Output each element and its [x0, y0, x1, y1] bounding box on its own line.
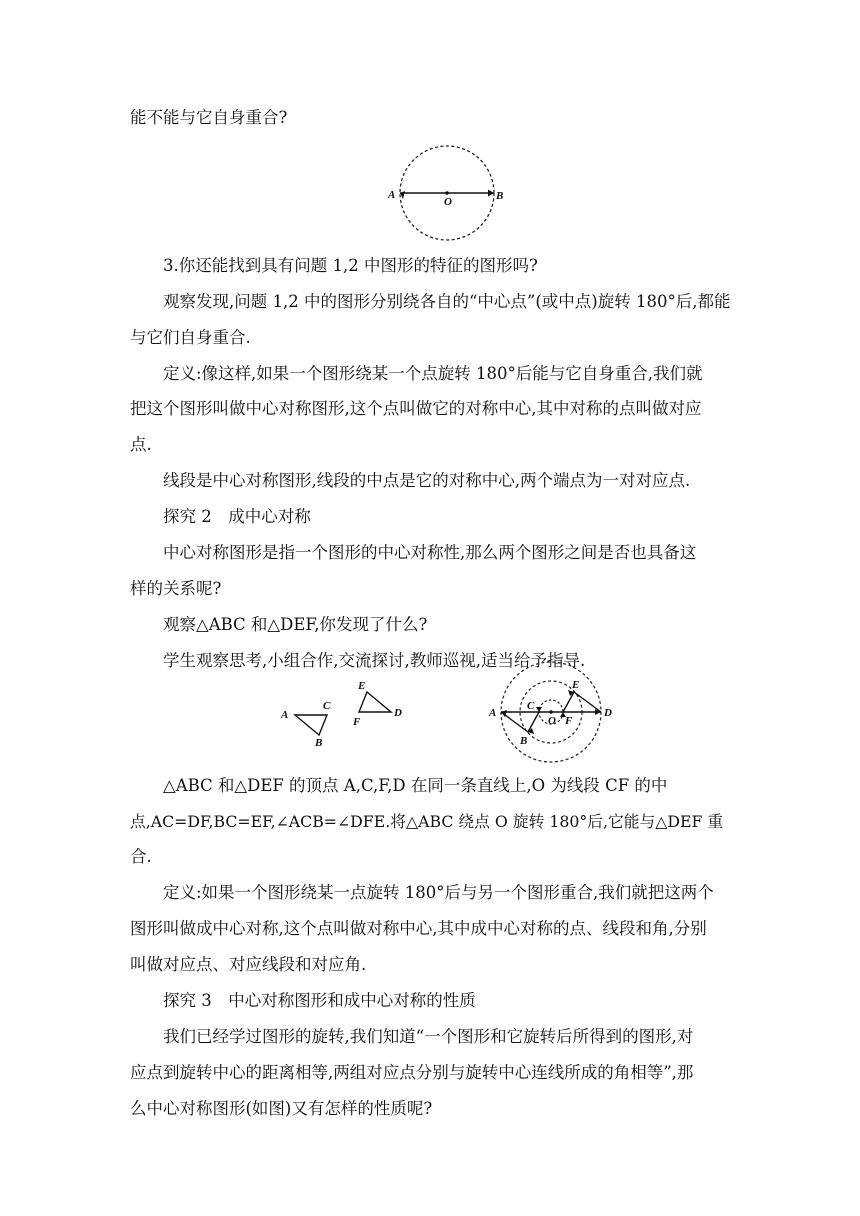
figure-rotation-circles [478, 658, 628, 770]
text-line-21: 我们已经学过图形的旋转,我们知道“一个图形和它旋转后所得到的图形,对 [163, 1027, 694, 1046]
text-line-15: 点,AC=DF,BC=EF,∠ACB=∠DFE.将△ABC 绕点 O 旋转 180°后,它能与△DEF 重 [130, 812, 724, 831]
label-f: F [565, 715, 573, 727]
label-o: O [444, 196, 452, 208]
text-line-19: 叫做对应点、对应线段和对应角. [130, 955, 367, 974]
figure-circle-diameter [380, 140, 520, 244]
center-point-o [445, 191, 449, 195]
label-d: D [604, 707, 612, 719]
text-line-9: 探究 2 成中心对称 [163, 507, 311, 526]
text-line-14: △ABC 和△DEF 的顶点 A,C,F,D 在同一条直线上,O 为线段 CF 的中 [163, 776, 668, 795]
triangle-def [359, 692, 391, 712]
text-line-4: 与它们自身重合. [130, 328, 251, 347]
label-a: A [489, 707, 497, 719]
label-d: D [394, 707, 402, 719]
center-point-o [549, 710, 553, 714]
label-b: B [315, 737, 323, 749]
text-line-10: 中心对称图形是指一个图形的中心对称性,那么两个图形之间是否也具备这 [163, 543, 697, 562]
text-line-2: 3.你还能找到具有问题 1,2 中图形的特征的图形吗? [163, 256, 538, 275]
label-e: E [572, 679, 580, 691]
text-line-6: 把这个图形叫做中心对称图形,这个点叫做它的对称中心,其中对称的点叫做对应 [130, 399, 702, 418]
text-line-22: 应点到旋转中心的距离相等,两组对应点分别与旋转中心连线所成的角相等”,那 [130, 1063, 694, 1082]
label-a: A [388, 189, 396, 201]
triangle-abc [295, 715, 327, 735]
arrow-c [536, 707, 542, 712]
text-line-17: 定义:如果一个图形绕某一点旋转 180°后与另一个图形重合,我们就把这两个 [163, 883, 714, 902]
label-f: F [353, 716, 361, 728]
text-line-23: 么中心对称图形(如图)又有怎样的性质呢? [130, 1099, 433, 1118]
arrow-head-a [400, 191, 405, 199]
text-line-3: 观察发现,问题 1,2 中的图形分别绕各自的“中心点”(或中点)旋转 180°后,都能 [163, 292, 731, 311]
label-e: E [358, 680, 366, 692]
text-line-8: 线段是中心对称图形,线段的中点是它的对称中心,两个端点为一对对应点. [163, 471, 691, 490]
label-b: B [520, 735, 528, 747]
text-line-18: 图形叫做成中心对称,这个点叫做对称中心,其中成中心对称的点、线段和角,分别 [130, 919, 707, 938]
arrow-head-b [488, 190, 494, 197]
label-c: C [527, 700, 535, 712]
text-line-13: 学生观察思考,小组合作,交流探讨,教师巡视,适当给予指导. [163, 651, 586, 670]
figure-two-triangles [270, 672, 420, 752]
text-line-1: 能不能与它自身重合? [130, 108, 288, 127]
label-c: C [323, 700, 331, 712]
text-line-7: 点. [130, 435, 152, 454]
text-line-11: 样的关系呢? [130, 579, 222, 598]
label-o: O [548, 715, 556, 727]
label-a: A [281, 709, 289, 721]
text-line-5: 定义:像这样,如果一个图形绕某一个点旋转 180°后能与它自身重合,我们就 [163, 364, 703, 383]
triangle-def [563, 692, 601, 712]
label-b: B [496, 190, 504, 202]
text-line-12: 观察△ABC 和△DEF,你发现了什么? [163, 615, 428, 634]
text-line-20: 探究 3 中心对称图形和成中心对称的性质 [163, 991, 476, 1010]
text-line-16: 合. [130, 847, 152, 866]
